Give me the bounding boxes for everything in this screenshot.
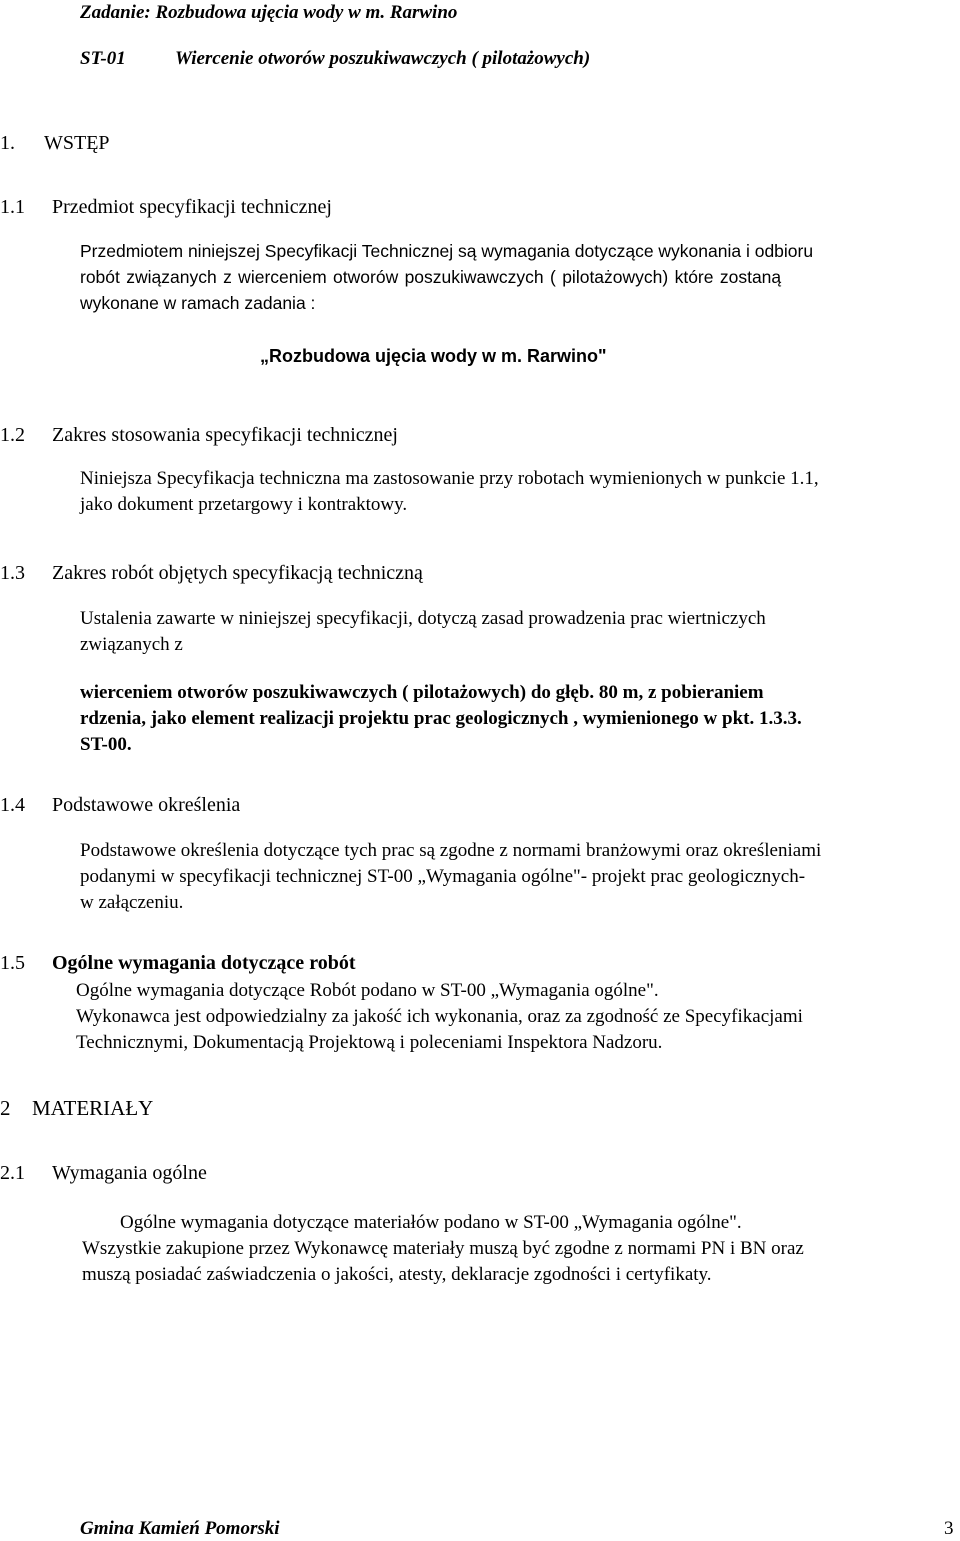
section-2-1-body (82, 1236, 960, 1288)
section-1-1-heading (0, 196, 332, 219)
footer-org: Gmina Kamień Pomorski (80, 1518, 280, 1539)
header-spec-code: ST-01 (80, 48, 126, 69)
section-2-1-line1: Ogólne wymagania dotyczące materiałów podano w ST-00 „Wymagania ogólne". (120, 1212, 742, 1233)
section-1-2-body (80, 466, 960, 518)
body-line: robót związanych z wierceniem otworów poszukiwawczych ( pilotażowych) które zostaną (80, 267, 782, 287)
section-title: Wymagania ogólne (52, 1162, 207, 1184)
body-line: wierceniem otworów poszukiwawczych ( pilotażowych) do głęb. 80 m, z pobieraniem (80, 682, 764, 703)
body-line: związanych z (80, 634, 183, 655)
body-line: jako dokument przetargowy i kontraktowy. (80, 494, 408, 515)
section-title: Ogólne wymagania dotyczące robót (52, 952, 356, 974)
section-title: Podstawowe określenia (52, 794, 241, 816)
body-line: rdzenia, jako element realizacji projektu prac geologicznych , wymienionego w pkt. 1.3.3. (80, 708, 802, 729)
section-1-4-body (80, 838, 960, 916)
section-1-1-body (80, 238, 960, 316)
section-number: 1.3 (0, 562, 25, 584)
header-spec-title: Wiercenie otworów poszukiwawczych ( pilotażowych) (175, 48, 591, 69)
section-1-3-bold (80, 680, 960, 758)
section-title: Zakres stosowania specyfikacji technicznej (52, 424, 398, 446)
body-line: ST-00. (80, 734, 132, 755)
body-line: w załączeniu. (80, 892, 184, 913)
section-title: Zakres robót objętych specyfikacją techniczną (52, 562, 423, 584)
section-title: MATERIAŁY (32, 1096, 154, 1120)
section-number: 1.2 (0, 424, 25, 446)
section-1-5-heading (0, 952, 356, 975)
page-number: 3 (944, 1518, 954, 1539)
section-number: 2 (0, 1096, 11, 1120)
section-1-5-body (76, 978, 960, 1056)
section-number: 1.4 (0, 794, 25, 816)
body-line: Technicznymi, Dokumentacją Projektową i poleceniami Inspektora Nadzoru. (76, 1032, 663, 1053)
body-line: podanymi w specyfikacji technicznej ST-00 „Wymagania ogólne"- projekt prac geologicznych- (80, 866, 806, 887)
section-2-1-heading (0, 1162, 207, 1185)
section-1-2-heading (0, 424, 398, 447)
body-line: Ogólne wymagania dotyczące Robót podano w ST-00 „Wymagania ogólne". (76, 980, 659, 1001)
body-line: Wykonawca jest odpowiedzialny za jakość ich wykonania, oraz za zgodność ze Specyfikacjami (76, 1006, 803, 1027)
section-2-heading (0, 1096, 153, 1121)
body-line: Przedmiotem niniejszej Specyfikacji Technicznej są wymagania dotyczące wykonania i odbioru (80, 241, 814, 261)
header-task: Zadanie: Rozbudowa ujęcia wody w m. Rarwino (80, 2, 458, 23)
section-1-heading (0, 132, 110, 155)
section-title: Przedmiot specyfikacji technicznej (52, 196, 332, 218)
project-name: „Rozbudowa ujęcia wody w m. Rarwino" (260, 346, 607, 366)
body-line: Wszystkie zakupione przez Wykonawcę materiały muszą być zgodne z normami PN i BN oraz (82, 1238, 804, 1259)
section-number: 1.5 (0, 952, 25, 974)
body-line: Podstawowe określenia dotyczące tych prac są zgodne z normami branżowymi oraz określeniami (80, 840, 822, 861)
body-line: Niniejsza Specyfikacja techniczna ma zastosowanie przy robotach wymienionych w punkcie 1.1, (80, 468, 819, 489)
section-number: 1. (0, 132, 15, 154)
section-1-4-heading (0, 794, 240, 817)
body-line: wykonane w ramach zadania : (80, 293, 316, 313)
body-line: Ustalenia zawarte w niniejszej specyfikacji, dotyczą zasad prowadzenia prac wiertniczych (80, 608, 766, 629)
section-1-3-heading (0, 562, 423, 585)
section-number: 2.1 (0, 1162, 25, 1184)
section-title: WSTĘP (44, 132, 110, 154)
section-number: 1.1 (0, 196, 25, 218)
section-1-3-body (80, 606, 960, 658)
body-line: muszą posiadać zaświadczenia o jakości, atesty, deklaracje zgodności i certyfikaty. (82, 1264, 712, 1285)
